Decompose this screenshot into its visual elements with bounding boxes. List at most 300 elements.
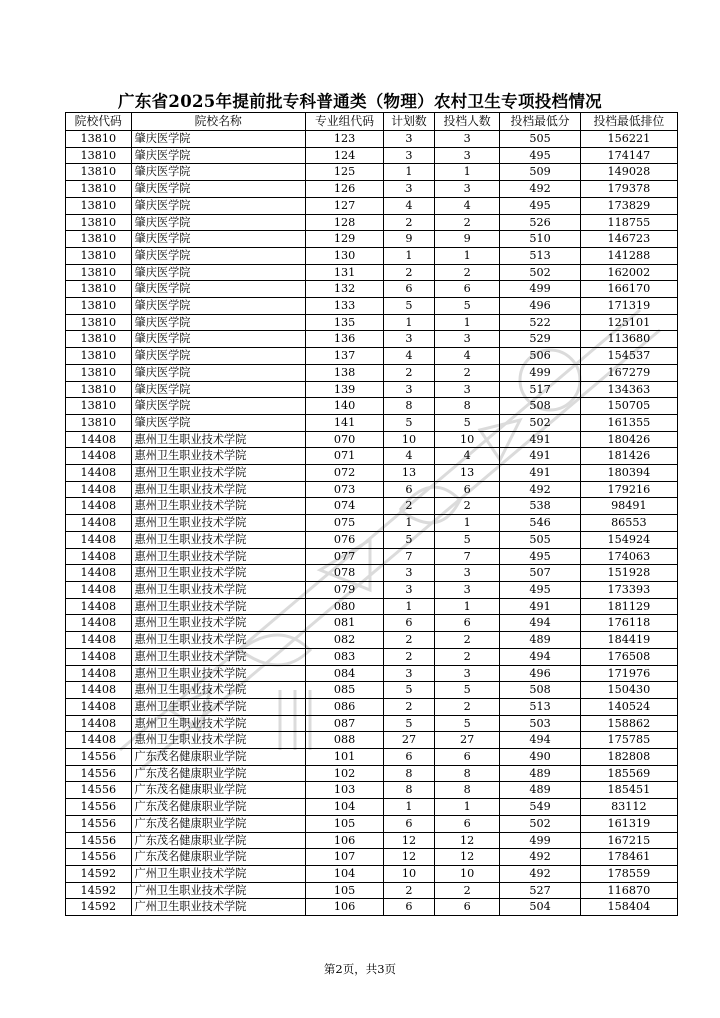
- cell-min-rank: 154537: [580, 348, 677, 365]
- cell-min-score: 496: [500, 665, 580, 682]
- cell-school-code: 14408: [66, 598, 132, 615]
- table-row: [66, 348, 678, 365]
- cell-plan-count: 2: [384, 632, 435, 649]
- cell-plan-count: 6: [384, 481, 435, 498]
- cell-school-code: 13810: [66, 164, 132, 181]
- cell-school-name: 惠州卫生职业技术学院: [131, 448, 305, 465]
- cell-min-rank: 158862: [580, 715, 677, 732]
- cell-group-code: 125: [305, 164, 383, 181]
- table-row: [66, 899, 678, 916]
- cell-min-rank: 134363: [580, 381, 677, 398]
- cell-group-code: 104: [305, 799, 383, 816]
- cell-school-name: 惠州卫生职业技术学院: [131, 465, 305, 482]
- cell-min-score: 504: [500, 899, 580, 916]
- cell-group-code: 138: [305, 364, 383, 381]
- cell-school-code: 13810: [66, 398, 132, 415]
- cell-admitted-count: 2: [434, 648, 500, 665]
- cell-plan-count: 3: [384, 331, 435, 348]
- table-row: [66, 865, 678, 882]
- cell-min-score: 495: [500, 197, 580, 214]
- cell-admitted-count: 8: [434, 782, 500, 799]
- cell-min-rank: 175785: [580, 732, 677, 749]
- cell-plan-count: 6: [384, 815, 435, 832]
- cell-min-score: 506: [500, 348, 580, 365]
- cell-plan-count: 1: [384, 164, 435, 181]
- cell-school-name: 惠州卫生职业技术学院: [131, 648, 305, 665]
- cell-admitted-count: 12: [434, 849, 500, 866]
- cell-min-rank: 185569: [580, 765, 677, 782]
- cell-plan-count: 5: [384, 414, 435, 431]
- cell-school-code: 14408: [66, 648, 132, 665]
- cell-admitted-count: 4: [434, 197, 500, 214]
- table-row: [66, 749, 678, 766]
- cell-school-name: 惠州卫生职业技术学院: [131, 615, 305, 632]
- cell-min-score: 489: [500, 765, 580, 782]
- cell-min-score: 496: [500, 298, 580, 315]
- cell-min-rank: 179216: [580, 481, 677, 498]
- cell-group-code: 137: [305, 348, 383, 365]
- cell-plan-count: 3: [384, 181, 435, 198]
- cell-min-score: 499: [500, 832, 580, 849]
- cell-min-score: 508: [500, 398, 580, 415]
- cell-admitted-count: 6: [434, 899, 500, 916]
- cell-plan-count: 1: [384, 247, 435, 264]
- cell-min-score: 502: [500, 815, 580, 832]
- cell-school-name: 肇庆医学院: [131, 281, 305, 298]
- cell-group-code: 086: [305, 698, 383, 715]
- cell-group-code: 072: [305, 465, 383, 482]
- table-row: [66, 164, 678, 181]
- table-row: [66, 414, 678, 431]
- cell-admitted-count: 1: [434, 515, 500, 532]
- cell-plan-count: 4: [384, 448, 435, 465]
- cell-min-rank: 171976: [580, 665, 677, 682]
- page-title: 广东省2025年提前批专科普通类（物理）农村卫生专项投档情况: [118, 92, 602, 111]
- cell-school-code: 14556: [66, 782, 132, 799]
- cell-plan-count: 8: [384, 398, 435, 415]
- cell-school-name: 惠州卫生职业技术学院: [131, 431, 305, 448]
- cell-min-score: 502: [500, 414, 580, 431]
- cell-group-code: 081: [305, 615, 383, 632]
- cell-group-code: 126: [305, 181, 383, 198]
- cell-admitted-count: 3: [434, 331, 500, 348]
- cell-admitted-count: 2: [434, 498, 500, 515]
- cell-min-rank: 166170: [580, 281, 677, 298]
- cell-min-score: 494: [500, 615, 580, 632]
- cell-admitted-count: 8: [434, 765, 500, 782]
- cell-admitted-count: 5: [434, 682, 500, 699]
- cell-school-code: 14408: [66, 481, 132, 498]
- cell-min-rank: 113680: [580, 331, 677, 348]
- cell-school-name: 肇庆医学院: [131, 264, 305, 281]
- table-row: [66, 314, 678, 331]
- cell-plan-count: 7: [384, 548, 435, 565]
- cell-school-code: 13810: [66, 331, 132, 348]
- cell-group-code: 073: [305, 481, 383, 498]
- cell-min-rank: 118755: [580, 214, 677, 231]
- table-row: [66, 364, 678, 381]
- cell-admitted-count: 9: [434, 231, 500, 248]
- cell-min-rank: 173393: [580, 581, 677, 598]
- cell-min-score: 491: [500, 431, 580, 448]
- cell-admitted-count: 13: [434, 465, 500, 482]
- cell-school-code: 14592: [66, 865, 132, 882]
- cell-min-rank: 151928: [580, 565, 677, 582]
- cell-school-name: 肇庆医学院: [131, 247, 305, 264]
- cell-group-code: 132: [305, 281, 383, 298]
- cell-school-name: 肇庆医学院: [131, 348, 305, 365]
- cell-min-rank: 146723: [580, 231, 677, 248]
- table-row: [66, 765, 678, 782]
- cell-min-rank: 178559: [580, 865, 677, 882]
- cell-school-code: 13810: [66, 264, 132, 281]
- cell-school-name: 惠州卫生职业技术学院: [131, 732, 305, 749]
- cell-min-rank: 174147: [580, 147, 677, 164]
- table-row: [66, 581, 678, 598]
- cell-school-name: 惠州卫生职业技术学院: [131, 581, 305, 598]
- cell-min-score: 527: [500, 882, 580, 899]
- cell-plan-count: 2: [384, 214, 435, 231]
- cell-admitted-count: 7: [434, 548, 500, 565]
- cell-min-rank: 161319: [580, 815, 677, 832]
- cell-group-code: 107: [305, 849, 383, 866]
- header-admitted-count: 投档人数: [434, 113, 500, 131]
- cell-school-code: 13810: [66, 131, 132, 148]
- cell-group-code: 088: [305, 732, 383, 749]
- cell-min-rank: 156221: [580, 131, 677, 148]
- cell-admitted-count: 5: [434, 298, 500, 315]
- cell-group-code: 130: [305, 247, 383, 264]
- table-row: [66, 298, 678, 315]
- cell-plan-count: 2: [384, 698, 435, 715]
- cell-min-rank: 182808: [580, 749, 677, 766]
- cell-group-code: 105: [305, 815, 383, 832]
- cell-min-score: 517: [500, 381, 580, 398]
- cell-min-rank: 161355: [580, 414, 677, 431]
- cell-school-code: 14408: [66, 732, 132, 749]
- cell-school-name: 惠州卫生职业技术学院: [131, 531, 305, 548]
- cell-admitted-count: 4: [434, 448, 500, 465]
- table-row: [66, 849, 678, 866]
- cell-min-rank: 86553: [580, 515, 677, 532]
- cell-plan-count: 9: [384, 231, 435, 248]
- cell-admitted-count: 6: [434, 615, 500, 632]
- cell-plan-count: 8: [384, 782, 435, 799]
- cell-school-name: 肇庆医学院: [131, 414, 305, 431]
- cell-plan-count: 3: [384, 131, 435, 148]
- cell-min-score: 522: [500, 314, 580, 331]
- cell-admitted-count: 5: [434, 715, 500, 732]
- cell-group-code: 076: [305, 531, 383, 548]
- cell-min-score: 491: [500, 598, 580, 615]
- cell-min-score: 549: [500, 799, 580, 816]
- cell-school-code: 14556: [66, 799, 132, 816]
- header-school-name: 院校名称: [131, 113, 305, 131]
- cell-plan-count: 1: [384, 515, 435, 532]
- cell-admitted-count: 3: [434, 181, 500, 198]
- cell-school-name: 广东茂名健康职业学院: [131, 749, 305, 766]
- cell-school-code: 14556: [66, 815, 132, 832]
- cell-school-code: 13810: [66, 414, 132, 431]
- cell-admitted-count: 3: [434, 665, 500, 682]
- cell-school-code: 14408: [66, 515, 132, 532]
- cell-school-name: 肇庆医学院: [131, 331, 305, 348]
- cell-min-score: 489: [500, 632, 580, 649]
- cell-school-name: 广东茂名健康职业学院: [131, 799, 305, 816]
- cell-min-rank: 180426: [580, 431, 677, 448]
- cell-min-score: 526: [500, 214, 580, 231]
- cell-admitted-count: 2: [434, 632, 500, 649]
- cell-min-score: 495: [500, 548, 580, 565]
- cell-school-code: 14408: [66, 715, 132, 732]
- cell-school-name: 惠州卫生职业技术学院: [131, 715, 305, 732]
- cell-school-name: 惠州卫生职业技术学院: [131, 682, 305, 699]
- cell-school-name: 广东茂名健康职业学院: [131, 849, 305, 866]
- table-row: [66, 147, 678, 164]
- cell-plan-count: 2: [384, 882, 435, 899]
- cell-min-rank: 140524: [580, 698, 677, 715]
- cell-plan-count: 6: [384, 615, 435, 632]
- cell-plan-count: 5: [384, 298, 435, 315]
- cell-plan-count: 2: [384, 498, 435, 515]
- table-row: [66, 632, 678, 649]
- cell-school-code: 14408: [66, 465, 132, 482]
- cell-min-score: 492: [500, 865, 580, 882]
- cell-min-score: 508: [500, 682, 580, 699]
- cell-school-name: 肇庆医学院: [131, 314, 305, 331]
- cell-group-code: 078: [305, 565, 383, 582]
- cell-group-code: 070: [305, 431, 383, 448]
- cell-min-score: 538: [500, 498, 580, 515]
- cell-school-code: 14556: [66, 749, 132, 766]
- cell-school-name: 肇庆医学院: [131, 398, 305, 415]
- cell-group-code: 083: [305, 648, 383, 665]
- table-row: [66, 598, 678, 615]
- cell-school-code: 14408: [66, 565, 132, 582]
- cell-min-rank: 185451: [580, 782, 677, 799]
- cell-plan-count: 6: [384, 899, 435, 916]
- cell-admitted-count: 2: [434, 882, 500, 899]
- cell-min-rank: 173829: [580, 197, 677, 214]
- cell-group-code: 079: [305, 581, 383, 598]
- cell-min-rank: 125101: [580, 314, 677, 331]
- cell-plan-count: 6: [384, 749, 435, 766]
- cell-plan-count: 1: [384, 799, 435, 816]
- cell-school-code: 14408: [66, 665, 132, 682]
- cell-min-score: 492: [500, 481, 580, 498]
- cell-plan-count: 3: [384, 565, 435, 582]
- cell-min-rank: 116870: [580, 882, 677, 899]
- cell-school-name: 肇庆医学院: [131, 381, 305, 398]
- table-row: [66, 698, 678, 715]
- cell-school-code: 14556: [66, 832, 132, 849]
- table-row: [66, 548, 678, 565]
- cell-group-code: 140: [305, 398, 383, 415]
- cell-admitted-count: 8: [434, 398, 500, 415]
- cell-min-rank: 180394: [580, 465, 677, 482]
- cell-min-rank: 174063: [580, 548, 677, 565]
- cell-group-code: 128: [305, 214, 383, 231]
- admission-table: [65, 112, 678, 916]
- cell-school-code: 13810: [66, 231, 132, 248]
- table-row: [66, 131, 678, 148]
- cell-group-code: 131: [305, 264, 383, 281]
- cell-min-score: 509: [500, 164, 580, 181]
- cell-admitted-count: 6: [434, 281, 500, 298]
- cell-school-name: 肇庆医学院: [131, 197, 305, 214]
- cell-admitted-count: 3: [434, 581, 500, 598]
- table-row: [66, 214, 678, 231]
- table-row: [66, 615, 678, 632]
- table-row: [66, 247, 678, 264]
- cell-min-score: 505: [500, 131, 580, 148]
- cell-min-score: 492: [500, 181, 580, 198]
- cell-school-code: 14408: [66, 531, 132, 548]
- cell-group-code: 077: [305, 548, 383, 565]
- cell-group-code: 074: [305, 498, 383, 515]
- cell-school-name: 惠州卫生职业技术学院: [131, 481, 305, 498]
- table-row: [66, 732, 678, 749]
- cell-school-code: 14556: [66, 849, 132, 866]
- cell-school-code: 14408: [66, 431, 132, 448]
- table-row: [66, 815, 678, 832]
- cell-group-code: 102: [305, 765, 383, 782]
- cell-school-code: 14408: [66, 498, 132, 515]
- table-row: [66, 465, 678, 482]
- cell-school-code: 13810: [66, 247, 132, 264]
- table-row: [66, 882, 678, 899]
- cell-plan-count: 1: [384, 598, 435, 615]
- cell-school-name: 惠州卫生职业技术学院: [131, 548, 305, 565]
- cell-admitted-count: 2: [434, 264, 500, 281]
- cell-admitted-count: 3: [434, 381, 500, 398]
- cell-group-code: 104: [305, 865, 383, 882]
- cell-group-code: 106: [305, 899, 383, 916]
- cell-group-code: 103: [305, 782, 383, 799]
- cell-min-score: 529: [500, 331, 580, 348]
- cell-min-rank: 162002: [580, 264, 677, 281]
- table-row: [66, 431, 678, 448]
- cell-min-score: 502: [500, 264, 580, 281]
- cell-group-code: 123: [305, 131, 383, 148]
- cell-group-code: 075: [305, 515, 383, 532]
- table-row: [66, 197, 678, 214]
- cell-school-code: 14556: [66, 765, 132, 782]
- cell-plan-count: 5: [384, 531, 435, 548]
- cell-school-name: 惠州卫生职业技术学院: [131, 598, 305, 615]
- cell-school-code: 13810: [66, 281, 132, 298]
- cell-group-code: 127: [305, 197, 383, 214]
- cell-min-score: 492: [500, 849, 580, 866]
- cell-admitted-count: 3: [434, 131, 500, 148]
- cell-school-name: 肇庆医学院: [131, 364, 305, 381]
- cell-min-score: 494: [500, 648, 580, 665]
- header-school-code: 院校代码: [66, 113, 132, 131]
- cell-admitted-count: 6: [434, 749, 500, 766]
- cell-min-score: 510: [500, 231, 580, 248]
- cell-admitted-count: 6: [434, 815, 500, 832]
- cell-group-code: 085: [305, 682, 383, 699]
- cell-school-code: 13810: [66, 214, 132, 231]
- cell-plan-count: 4: [384, 348, 435, 365]
- table-row: [66, 799, 678, 816]
- cell-plan-count: 2: [384, 364, 435, 381]
- cell-school-code: 13810: [66, 381, 132, 398]
- cell-min-score: 495: [500, 147, 580, 164]
- cell-group-code: 106: [305, 832, 383, 849]
- cell-group-code: 084: [305, 665, 383, 682]
- header-min-rank: 投档最低排位: [580, 113, 677, 131]
- cell-plan-count: 10: [384, 431, 435, 448]
- cell-school-name: 肇庆医学院: [131, 131, 305, 148]
- cell-admitted-count: 1: [434, 164, 500, 181]
- cell-admitted-count: 1: [434, 799, 500, 816]
- cell-admitted-count: 6: [434, 481, 500, 498]
- cell-min-rank: 181129: [580, 598, 677, 615]
- cell-min-rank: 184419: [580, 632, 677, 649]
- cell-school-code: 13810: [66, 147, 132, 164]
- cell-min-score: 495: [500, 581, 580, 598]
- cell-min-score: 491: [500, 448, 580, 465]
- cell-school-code: 14408: [66, 632, 132, 649]
- cell-admitted-count: 5: [434, 414, 500, 431]
- cell-min-score: 499: [500, 281, 580, 298]
- cell-group-code: 129: [305, 231, 383, 248]
- cell-school-name: 惠州卫生职业技术学院: [131, 498, 305, 515]
- cell-school-code: 14408: [66, 548, 132, 565]
- cell-school-name: 肇庆医学院: [131, 147, 305, 164]
- cell-admitted-count: 10: [434, 865, 500, 882]
- cell-group-code: 136: [305, 331, 383, 348]
- cell-school-name: 肇庆医学院: [131, 214, 305, 231]
- table-row: [66, 281, 678, 298]
- table-row: [66, 531, 678, 548]
- cell-plan-count: 2: [384, 648, 435, 665]
- table-row: [66, 665, 678, 682]
- cell-plan-count: 6: [384, 281, 435, 298]
- table-row: [66, 398, 678, 415]
- header-group-code: 专业组代码: [305, 113, 383, 131]
- cell-min-score: 490: [500, 749, 580, 766]
- cell-school-code: 14408: [66, 682, 132, 699]
- cell-min-rank: 154924: [580, 531, 677, 548]
- table-row: [66, 515, 678, 532]
- cell-admitted-count: 4: [434, 348, 500, 365]
- table-row: [66, 381, 678, 398]
- cell-school-name: 广州卫生职业技术学院: [131, 899, 305, 916]
- cell-admitted-count: 1: [434, 598, 500, 615]
- cell-admitted-count: 10: [434, 431, 500, 448]
- cell-group-code: 139: [305, 381, 383, 398]
- cell-min-score: 494: [500, 732, 580, 749]
- cell-admitted-count: 3: [434, 565, 500, 582]
- cell-min-rank: 149028: [580, 164, 677, 181]
- cell-min-score: 505: [500, 531, 580, 548]
- table-row: [66, 498, 678, 515]
- table-row: [66, 715, 678, 732]
- cell-plan-count: 5: [384, 715, 435, 732]
- cell-group-code: 071: [305, 448, 383, 465]
- cell-admitted-count: 12: [434, 832, 500, 849]
- cell-admitted-count: 1: [434, 314, 500, 331]
- cell-group-code: 133: [305, 298, 383, 315]
- cell-min-rank: 150705: [580, 398, 677, 415]
- table-row: [66, 331, 678, 348]
- cell-group-code: 082: [305, 632, 383, 649]
- cell-min-rank: 158404: [580, 899, 677, 916]
- cell-group-code: 087: [305, 715, 383, 732]
- cell-min-score: 499: [500, 364, 580, 381]
